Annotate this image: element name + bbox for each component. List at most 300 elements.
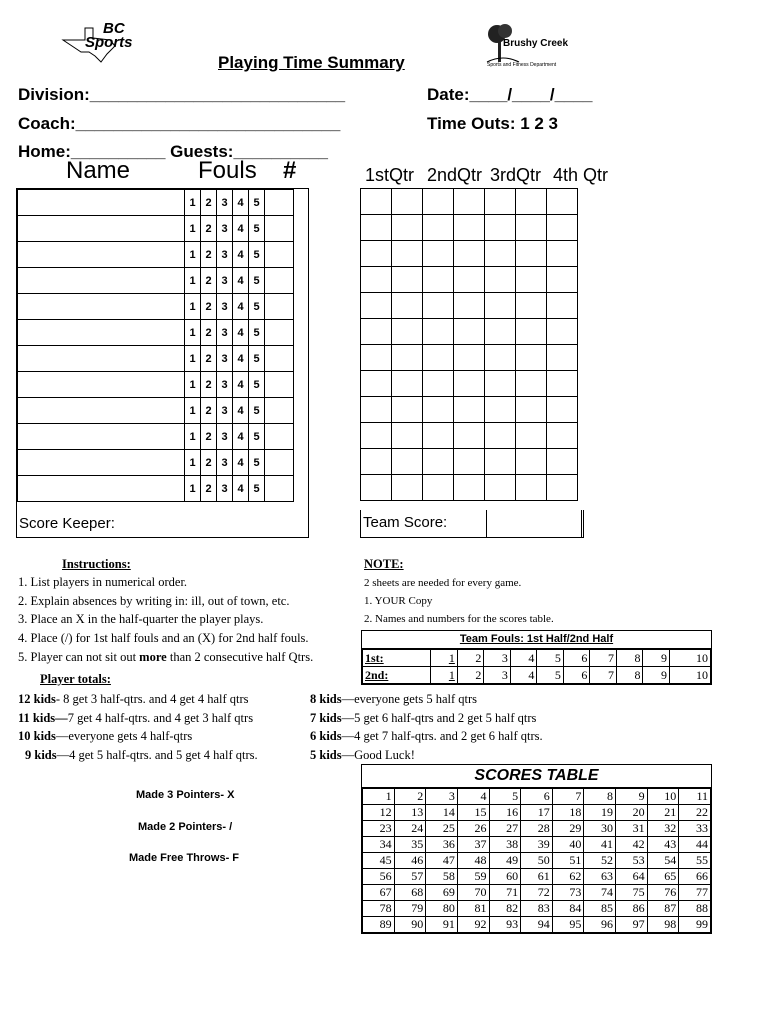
- score-cell[interactable]: 68: [394, 885, 426, 901]
- foul-box-1[interactable]: 1: [185, 450, 201, 476]
- score-cell[interactable]: 57: [394, 869, 426, 885]
- half-quarter-cell[interactable]: [516, 241, 547, 267]
- foul-box-4[interactable]: 4: [233, 294, 249, 320]
- score-cell[interactable]: 79: [394, 901, 426, 917]
- half-quarter-cell[interactable]: [516, 449, 547, 475]
- half-quarter-cell[interactable]: [454, 319, 485, 345]
- player-name-cell[interactable]: [18, 398, 185, 424]
- foul-box-5[interactable]: 5: [249, 346, 265, 372]
- quarter-row: [361, 319, 578, 345]
- half-quarter-cell[interactable]: [392, 449, 423, 475]
- score-keeper-label: Score Keeper:: [19, 515, 115, 532]
- player-number-cell[interactable]: [265, 320, 294, 346]
- foul-box-1[interactable]: 1: [185, 294, 201, 320]
- score-cell[interactable]: 8: [584, 789, 616, 805]
- score-cell[interactable]: 87: [647, 901, 679, 917]
- half-quarter-cell[interactable]: [423, 345, 454, 371]
- team-foul-cell[interactable]: 5: [537, 667, 564, 684]
- score-cell[interactable]: 21: [647, 805, 679, 821]
- half-quarter-cell[interactable]: [547, 475, 578, 501]
- half-quarter-cell[interactable]: [485, 397, 516, 423]
- foul-box-5[interactable]: 5: [249, 242, 265, 268]
- score-cell[interactable]: 99: [679, 917, 711, 933]
- half-quarter-cell[interactable]: [454, 241, 485, 267]
- foul-box-3[interactable]: 3: [217, 424, 233, 450]
- player-totals-title: Player totals:: [40, 672, 111, 686]
- score-cell[interactable]: 60: [489, 869, 521, 885]
- score-cell[interactable]: 74: [584, 885, 616, 901]
- half-quarter-cell[interactable]: [547, 371, 578, 397]
- team-foul-cell[interactable]: 9: [643, 650, 670, 667]
- foul-box-5[interactable]: 5: [249, 190, 265, 216]
- score-cell[interactable]: 36: [426, 837, 458, 853]
- half-quarter-cell[interactable]: [392, 475, 423, 501]
- half-quarter-cell[interactable]: [423, 319, 454, 345]
- foul-box-2[interactable]: 2: [201, 190, 217, 216]
- score-cell[interactable]: 2: [394, 789, 426, 805]
- foul-box-4[interactable]: 4: [233, 424, 249, 450]
- player-name-cell[interactable]: [18, 294, 185, 320]
- score-cell[interactable]: 5: [489, 789, 521, 805]
- scores-row: [363, 789, 711, 805]
- player-name-cell[interactable]: [18, 372, 185, 398]
- score-cell[interactable]: 24: [394, 821, 426, 837]
- team-foul-cell[interactable]: 9: [643, 667, 670, 684]
- half-quarter-cell[interactable]: [361, 423, 392, 449]
- player-name-cell[interactable]: [18, 424, 185, 450]
- score-cell[interactable]: 65: [647, 869, 679, 885]
- foul-box-5[interactable]: 5: [249, 320, 265, 346]
- foul-box-4[interactable]: 4: [233, 320, 249, 346]
- player-number-cell[interactable]: [265, 268, 294, 294]
- score-cell[interactable]: 29: [552, 821, 584, 837]
- half-quarter-cell[interactable]: [454, 423, 485, 449]
- foul-box-3[interactable]: 3: [217, 294, 233, 320]
- half-quarter-cell[interactable]: [423, 241, 454, 267]
- foul-box-3[interactable]: 3: [217, 268, 233, 294]
- score-cell[interactable]: 70: [457, 885, 489, 901]
- half-quarter-cell[interactable]: [423, 475, 454, 501]
- half-quarter-cell[interactable]: [392, 397, 423, 423]
- team-foul-cell[interactable]: 1: [431, 667, 458, 684]
- half-quarter-cell[interactable]: [361, 189, 392, 215]
- half-quarter-cell[interactable]: [361, 397, 392, 423]
- score-cell[interactable]: 69: [426, 885, 458, 901]
- half-quarter-cell[interactable]: [547, 423, 578, 449]
- player-number-cell[interactable]: [265, 372, 294, 398]
- score-cell[interactable]: 89: [363, 917, 395, 933]
- score-cell[interactable]: 73: [552, 885, 584, 901]
- foul-box-1[interactable]: 1: [185, 398, 201, 424]
- foul-box-1[interactable]: 1: [185, 424, 201, 450]
- half-quarter-cell[interactable]: [485, 423, 516, 449]
- name-header: Name: [66, 157, 131, 184]
- half-quarter-cell[interactable]: [392, 423, 423, 449]
- foul-box-5[interactable]: 5: [249, 424, 265, 450]
- half-quarter-cell[interactable]: [485, 293, 516, 319]
- half-quarter-cell[interactable]: [454, 397, 485, 423]
- foul-box-3[interactable]: 3: [217, 242, 233, 268]
- score-cell[interactable]: 1: [363, 789, 395, 805]
- score-cell[interactable]: 71: [489, 885, 521, 901]
- half-quarter-cell[interactable]: [516, 215, 547, 241]
- foul-box-1[interactable]: 1: [185, 242, 201, 268]
- player-name-cell[interactable]: [18, 268, 185, 294]
- team-foul-cell[interactable]: 6: [563, 667, 590, 684]
- half-quarter-cell[interactable]: [361, 449, 392, 475]
- half-quarter-cell[interactable]: [516, 397, 547, 423]
- score-cell[interactable]: 52: [584, 853, 616, 869]
- team-foul-cell[interactable]: 1: [431, 650, 458, 667]
- score-cell[interactable]: 53: [616, 853, 648, 869]
- score-cell[interactable]: 11: [679, 789, 711, 805]
- score-cell[interactable]: 12: [363, 805, 395, 821]
- score-cell[interactable]: 25: [426, 821, 458, 837]
- foul-box-5[interactable]: 5: [249, 216, 265, 242]
- brushy-creek-logo: [483, 22, 583, 74]
- score-cell[interactable]: 42: [616, 837, 648, 853]
- score-cell[interactable]: 19: [584, 805, 616, 821]
- score-cell[interactable]: 63: [584, 869, 616, 885]
- score-cell[interactable]: 94: [521, 917, 553, 933]
- half-quarter-cell[interactable]: [516, 267, 547, 293]
- foul-box-2[interactable]: 2: [201, 372, 217, 398]
- score-cell[interactable]: 50: [521, 853, 553, 869]
- quarter-row: [361, 475, 578, 501]
- foul-box-4[interactable]: 4: [233, 190, 249, 216]
- half-quarter-cell[interactable]: [454, 189, 485, 215]
- half-quarter-cell[interactable]: [454, 449, 485, 475]
- foul-box-5[interactable]: 5: [249, 268, 265, 294]
- half-quarter-cell[interactable]: [547, 267, 578, 293]
- half-quarter-cell[interactable]: [423, 267, 454, 293]
- score-cell[interactable]: 77: [679, 885, 711, 901]
- score-cell[interactable]: 84: [552, 901, 584, 917]
- half-quarter-cell[interactable]: [547, 319, 578, 345]
- half-quarter-cell[interactable]: [361, 215, 392, 241]
- half-quarter-cell[interactable]: [516, 423, 547, 449]
- half-quarter-cell[interactable]: [454, 475, 485, 501]
- score-cell[interactable]: 61: [521, 869, 553, 885]
- team-foul-cell[interactable]: 4: [510, 650, 537, 667]
- half-quarter-cell[interactable]: [516, 475, 547, 501]
- half-quarter-cell[interactable]: [392, 371, 423, 397]
- score-cell[interactable]: 33: [679, 821, 711, 837]
- player-name-cell[interactable]: [18, 476, 185, 502]
- foul-box-3[interactable]: 3: [217, 216, 233, 242]
- score-cell[interactable]: 46: [394, 853, 426, 869]
- score-cell[interactable]: 56: [363, 869, 395, 885]
- score-cell[interactable]: 34: [363, 837, 395, 853]
- player-number-cell[interactable]: [265, 398, 294, 424]
- foul-box-2[interactable]: 2: [201, 320, 217, 346]
- half-quarter-cell[interactable]: [423, 189, 454, 215]
- half-quarter-cell[interactable]: [454, 371, 485, 397]
- half-quarter-cell[interactable]: [547, 345, 578, 371]
- team-foul-cell[interactable]: 4: [510, 667, 537, 684]
- score-cell[interactable]: 10: [647, 789, 679, 805]
- score-cell[interactable]: 35: [394, 837, 426, 853]
- foul-box-2[interactable]: 2: [201, 450, 217, 476]
- player-number-cell[interactable]: [265, 450, 294, 476]
- score-cell[interactable]: 54: [647, 853, 679, 869]
- foul-box-4[interactable]: 4: [233, 476, 249, 502]
- score-cell[interactable]: 39: [521, 837, 553, 853]
- score-cell[interactable]: 6: [521, 789, 553, 805]
- score-cell[interactable]: 20: [616, 805, 648, 821]
- half-quarter-cell[interactable]: [423, 423, 454, 449]
- score-cell[interactable]: 85: [584, 901, 616, 917]
- foul-box-4[interactable]: 4: [233, 216, 249, 242]
- foul-box-1[interactable]: 1: [185, 476, 201, 502]
- score-cell[interactable]: 40: [552, 837, 584, 853]
- foul-box-2[interactable]: 2: [201, 424, 217, 450]
- score-cell[interactable]: 78: [363, 901, 395, 917]
- score-cell[interactable]: 95: [552, 917, 584, 933]
- half-quarter-cell[interactable]: [392, 319, 423, 345]
- half-quarter-cell[interactable]: [485, 241, 516, 267]
- foul-box-1[interactable]: 1: [185, 320, 201, 346]
- player-number-cell[interactable]: [265, 294, 294, 320]
- score-cell[interactable]: 80: [426, 901, 458, 917]
- half-quarter-cell[interactable]: [516, 345, 547, 371]
- player-total-text: - 8 get 3 half-qtrs. and 4 get 4 half qtrs: [55, 692, 249, 706]
- half-quarter-cell[interactable]: [547, 189, 578, 215]
- half-quarter-cell[interactable]: [454, 267, 485, 293]
- score-cell[interactable]: 83: [521, 901, 553, 917]
- foul-box-2[interactable]: 2: [201, 294, 217, 320]
- score-cell[interactable]: 59: [457, 869, 489, 885]
- score-cell[interactable]: 27: [489, 821, 521, 837]
- half-quarter-cell[interactable]: [547, 215, 578, 241]
- foul-box-2[interactable]: 2: [201, 216, 217, 242]
- team-score-box[interactable]: [487, 510, 582, 537]
- score-cell[interactable]: 51: [552, 853, 584, 869]
- foul-box-4[interactable]: 4: [233, 398, 249, 424]
- half-quarter-cell[interactable]: [547, 449, 578, 475]
- score-cell[interactable]: 23: [363, 821, 395, 837]
- score-cell[interactable]: 90: [394, 917, 426, 933]
- half-quarter-cell[interactable]: [485, 475, 516, 501]
- team-foul-cell[interactable]: 8: [616, 667, 643, 684]
- half-quarter-cell[interactable]: [516, 293, 547, 319]
- team-foul-cell[interactable]: 7: [590, 667, 617, 684]
- foul-box-5[interactable]: 5: [249, 372, 265, 398]
- score-cell[interactable]: 66: [679, 869, 711, 885]
- team-foul-cell[interactable]: 2: [457, 650, 484, 667]
- half-quarter-cell[interactable]: [485, 319, 516, 345]
- half-quarter-cell[interactable]: [423, 293, 454, 319]
- team-foul-cell[interactable]: 3: [484, 650, 511, 667]
- foul-box-3[interactable]: 3: [217, 320, 233, 346]
- half-quarter-cell[interactable]: [423, 397, 454, 423]
- score-cell[interactable]: 37: [457, 837, 489, 853]
- half-quarter-cell[interactable]: [392, 267, 423, 293]
- half-quarter-cell[interactable]: [547, 293, 578, 319]
- half-quarter-cell[interactable]: [361, 267, 392, 293]
- team-foul-cell[interactable]: 7: [590, 650, 617, 667]
- foul-box-3[interactable]: 3: [217, 450, 233, 476]
- foul-box-1[interactable]: 1: [185, 216, 201, 242]
- player-number-cell[interactable]: [265, 476, 294, 502]
- half-quarter-cell[interactable]: [485, 345, 516, 371]
- score-cell[interactable]: 16: [489, 805, 521, 821]
- score-cell[interactable]: 17: [521, 805, 553, 821]
- team-foul-cell[interactable]: 10: [669, 650, 710, 667]
- player-number-cell[interactable]: [265, 216, 294, 242]
- score-cell[interactable]: 15: [457, 805, 489, 821]
- half-quarter-cell[interactable]: [392, 215, 423, 241]
- player-number-cell[interactable]: [265, 346, 294, 372]
- player-name-cell[interactable]: [18, 242, 185, 268]
- score-cell[interactable]: 32: [647, 821, 679, 837]
- score-cell[interactable]: 75: [616, 885, 648, 901]
- half-quarter-cell[interactable]: [516, 319, 547, 345]
- half-quarter-cell[interactable]: [485, 371, 516, 397]
- foul-box-1[interactable]: 1: [185, 346, 201, 372]
- score-cell[interactable]: 86: [616, 901, 648, 917]
- foul-box-5[interactable]: 5: [249, 294, 265, 320]
- team-foul-cell[interactable]: 3: [484, 667, 511, 684]
- score-cell[interactable]: 3: [426, 789, 458, 805]
- team-foul-cell[interactable]: 8: [616, 650, 643, 667]
- half-quarter-cell[interactable]: [392, 241, 423, 267]
- score-cell[interactable]: 92: [457, 917, 489, 933]
- score-cell[interactable]: 4: [457, 789, 489, 805]
- foul-box-4[interactable]: 4: [233, 242, 249, 268]
- half-quarter-cell[interactable]: [423, 215, 454, 241]
- foul-box-5[interactable]: 5: [249, 450, 265, 476]
- team-foul-cell[interactable]: 5: [537, 650, 564, 667]
- team-foul-cell[interactable]: 10: [669, 667, 710, 684]
- score-cell[interactable]: 14: [426, 805, 458, 821]
- half-quarter-cell[interactable]: [547, 397, 578, 423]
- team-fouls-row: [363, 650, 711, 667]
- score-cell[interactable]: 44: [679, 837, 711, 853]
- player-number-cell[interactable]: [265, 190, 294, 216]
- score-cell[interactable]: 22: [679, 805, 711, 821]
- score-cell[interactable]: 48: [457, 853, 489, 869]
- foul-box-3[interactable]: 3: [217, 398, 233, 424]
- half-quarter-cell[interactable]: [392, 189, 423, 215]
- score-cell[interactable]: 9: [616, 789, 648, 805]
- score-cell[interactable]: 98: [647, 917, 679, 933]
- half-quarter-cell[interactable]: [392, 293, 423, 319]
- score-cell[interactable]: 7: [552, 789, 584, 805]
- half-quarter-cell[interactable]: [361, 371, 392, 397]
- half-quarter-cell[interactable]: [454, 293, 485, 319]
- foul-box-3[interactable]: 3: [217, 190, 233, 216]
- half-quarter-cell[interactable]: [361, 475, 392, 501]
- half-quarter-cell[interactable]: [485, 215, 516, 241]
- score-cell[interactable]: 62: [552, 869, 584, 885]
- score-cell[interactable]: 55: [679, 853, 711, 869]
- score-cell[interactable]: 97: [616, 917, 648, 933]
- foul-box-1[interactable]: 1: [185, 190, 201, 216]
- foul-box-3[interactable]: 3: [217, 476, 233, 502]
- player-name-cell[interactable]: [18, 216, 185, 242]
- score-cell[interactable]: 30: [584, 821, 616, 837]
- foul-box-1[interactable]: 1: [185, 372, 201, 398]
- score-cell[interactable]: 13: [394, 805, 426, 821]
- foul-box-2[interactable]: 2: [201, 268, 217, 294]
- score-cell[interactable]: 93: [489, 917, 521, 933]
- score-cell[interactable]: 18: [552, 805, 584, 821]
- foul-box-4[interactable]: 4: [233, 346, 249, 372]
- player-name-cell[interactable]: [18, 346, 185, 372]
- foul-box-5[interactable]: 5: [249, 476, 265, 502]
- half-quarter-cell[interactable]: [361, 319, 392, 345]
- score-cell[interactable]: 58: [426, 869, 458, 885]
- score-cell[interactable]: 64: [616, 869, 648, 885]
- team-foul-cell[interactable]: 6: [563, 650, 590, 667]
- foul-box-5[interactable]: 5: [249, 398, 265, 424]
- half-quarter-cell[interactable]: [361, 293, 392, 319]
- half-quarter-cell[interactable]: [485, 189, 516, 215]
- foul-box-2[interactable]: 2: [201, 398, 217, 424]
- player-name-cell[interactable]: [18, 190, 185, 216]
- half-quarter-cell[interactable]: [485, 449, 516, 475]
- score-cell[interactable]: 76: [647, 885, 679, 901]
- foul-box-2[interactable]: 2: [201, 346, 217, 372]
- score-cell[interactable]: 72: [521, 885, 553, 901]
- scores-row: [363, 885, 711, 901]
- player-number-cell[interactable]: [265, 424, 294, 450]
- half-quarter-cell[interactable]: [423, 371, 454, 397]
- half-quarter-cell[interactable]: [361, 345, 392, 371]
- score-cell[interactable]: 82: [489, 901, 521, 917]
- player-total-line: [310, 709, 543, 728]
- score-cell[interactable]: 43: [647, 837, 679, 853]
- foul-box-4[interactable]: 4: [233, 450, 249, 476]
- half-quarter-cell[interactable]: [516, 371, 547, 397]
- score-cell[interactable]: 45: [363, 853, 395, 869]
- score-cell[interactable]: 38: [489, 837, 521, 853]
- score-cell[interactable]: 91: [426, 917, 458, 933]
- score-cell[interactable]: 28: [521, 821, 553, 837]
- score-cell[interactable]: 88: [679, 901, 711, 917]
- half-quarter-cell[interactable]: [547, 241, 578, 267]
- score-cell[interactable]: 41: [584, 837, 616, 853]
- half-quarter-cell[interactable]: [423, 449, 454, 475]
- foul-box-1[interactable]: 1: [185, 268, 201, 294]
- half-quarter-cell[interactable]: [485, 267, 516, 293]
- score-cell[interactable]: 81: [457, 901, 489, 917]
- foul-box-2[interactable]: 2: [201, 476, 217, 502]
- score-cell[interactable]: 49: [489, 853, 521, 869]
- half-quarter-cell[interactable]: [454, 345, 485, 371]
- half-quarter-cell[interactable]: [392, 345, 423, 371]
- player-number-cell[interactable]: [265, 242, 294, 268]
- player-name-cell[interactable]: [18, 450, 185, 476]
- score-cell[interactable]: 26: [457, 821, 489, 837]
- player-name-cell[interactable]: [18, 320, 185, 346]
- half-quarter-cell[interactable]: [454, 215, 485, 241]
- half-quarter-cell[interactable]: [361, 241, 392, 267]
- score-cell[interactable]: 31: [616, 821, 648, 837]
- score-cell[interactable]: 96: [584, 917, 616, 933]
- foul-box-2[interactable]: 2: [201, 242, 217, 268]
- score-cell[interactable]: 47: [426, 853, 458, 869]
- half-quarter-cell[interactable]: [516, 189, 547, 215]
- foul-box-3[interactable]: 3: [217, 372, 233, 398]
- foul-box-4[interactable]: 4: [233, 372, 249, 398]
- player-row: [18, 476, 294, 502]
- score-cell[interactable]: 67: [363, 885, 395, 901]
- team-foul-cell[interactable]: 2: [457, 667, 484, 684]
- foul-box-4[interactable]: 4: [233, 268, 249, 294]
- foul-box-3[interactable]: 3: [217, 346, 233, 372]
